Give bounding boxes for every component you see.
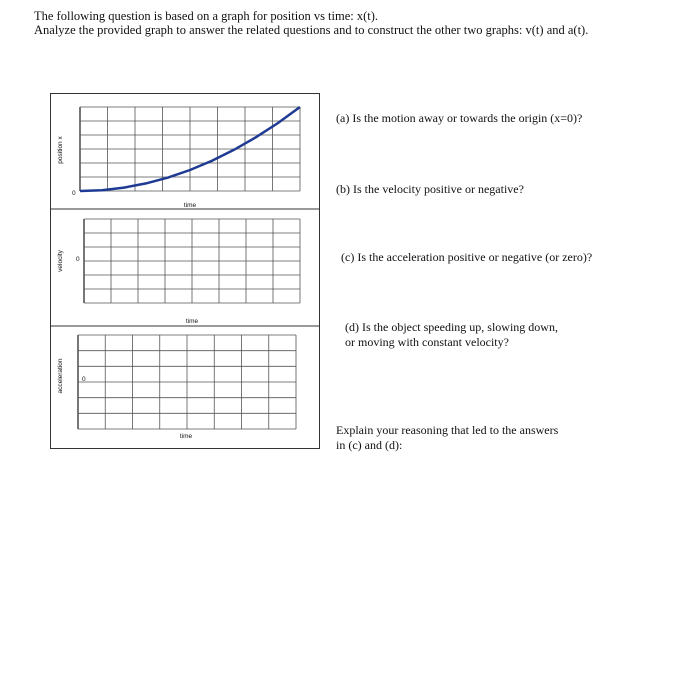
instructions — [34, 9, 588, 37]
acceleration-time-label: time — [179, 433, 193, 440]
velocity-zero-label: 0 — [76, 256, 80, 263]
graph-figure — [50, 93, 320, 449]
graph-frame — [51, 94, 320, 449]
question-d: (d) Is the object speeding up, slowing down, or moving with constant velocity? — [345, 320, 558, 349]
position-zero-label: 0 — [72, 190, 76, 197]
question-a: (a) Is the motion away or towards the origin (x=0)? — [336, 111, 583, 125]
acceleration-grid — [78, 335, 296, 429]
velocity-grid — [84, 219, 300, 303]
explain-prompt: Explain your reasoning that led to the answers in (c) and (d): — [336, 423, 559, 452]
acceleration-zero-label: 0 — [82, 376, 86, 383]
position-grid — [80, 107, 300, 191]
question-c: (c) Is the acceleration positive or negative (or zero)? — [341, 250, 593, 264]
position-time-label: time — [183, 202, 197, 209]
question-b: (b) Is the velocity positive or negative? — [336, 182, 524, 196]
acceleration-axis-label: acceleration — [57, 358, 64, 394]
instructions-line-2: Analyze the provided graph to answer the related questions and to construct the other two graphs: v(t) and a(t). — [34, 23, 589, 37]
position-axis-label: position x — [57, 136, 64, 164]
velocity-axis-label: velocity — [57, 250, 64, 272]
velocity-time-label: time — [185, 318, 199, 325]
instructions-line-1: The following question is based on a graph for position vs time: x(t). — [34, 9, 379, 23]
